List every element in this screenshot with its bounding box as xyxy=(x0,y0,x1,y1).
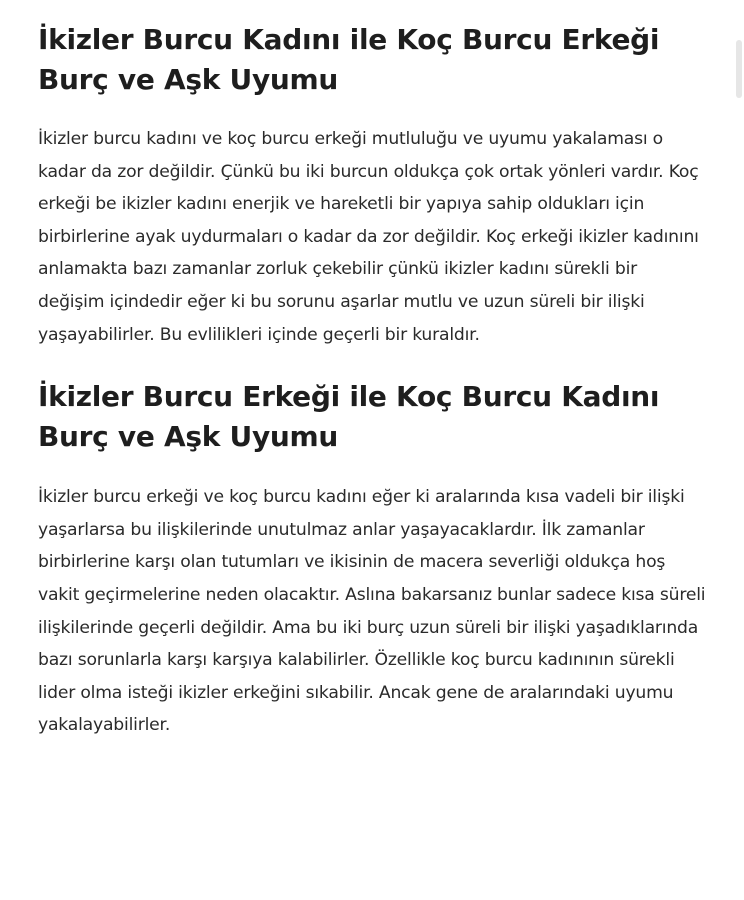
section-heading-ikizler-erkek-koc-kadin: İkizler Burcu Erkeği ile Koç Burcu Kadını Burç ve Aşk Uyumu xyxy=(38,380,660,454)
article-content xyxy=(38,20,706,742)
section-paragraph-ikizler-erkek-koc-kadin: İkizler burcu erkeği ve koç burcu kadını eğer ki aralarında kısa vadeli bir ilişki yaşarlarsa bu ilişkilerinde unutulmaz anlar yaşayacaklardır. İlk zamanlar birbirlerine karşı olan tutumları ve ikisinin de macera severliği oldukça hoş vakit geçirmelerine neden olacaktır. Aslına bakarsanız bunlar sadece kısa süreli ilişkilerinde geçerli değildir. Ama bu iki burç uzun süreli bir ilişki yaşadıklarında bazı sorunlarla karşı karşıya kalabilirler. Özellikle koç burcu kadınının sürekli lider olma isteği ikizler erkeğini sıkabilir. Ancak gene de aralarındaki uyumu yakalayabilirler. xyxy=(38,487,706,736)
section-heading-ikizler-kadin-koc-erkek: İkizler Burcu Kadını ile Koç Burcu Erkeği Burç ve Aşk Uyumu xyxy=(38,23,660,96)
section-paragraph-ikizler-kadin-koc-erkek: İkizler burcu kadını ve koç burcu erkeği mutluluğu ve uyumu yakalaması o kadar da zor değildir. Çünkü bu iki burcun oldukça çok ortak yönleri vardır. Koç erkeği be ikizler kadını enerjik ve hareketli bir yapıya sahip oldukları için birbirlerine ayak uydurmaları o kadar da zor değildir. Koç erkeği ikizler kadınını anlamakta bazı zamanlar zorluk çekebilir çünkü ikizler kadını sürekli bir değişim içindedir eğer ki bu sorunu aşarlar mutlu ve uzun süreli bir ilişki yaşayabilirler. Bu evlilikleri içinde geçerli bir kuraldır. xyxy=(38,129,699,345)
scrollbar-thumb[interactable] xyxy=(736,40,742,98)
page-scrollbar[interactable] xyxy=(734,0,744,900)
